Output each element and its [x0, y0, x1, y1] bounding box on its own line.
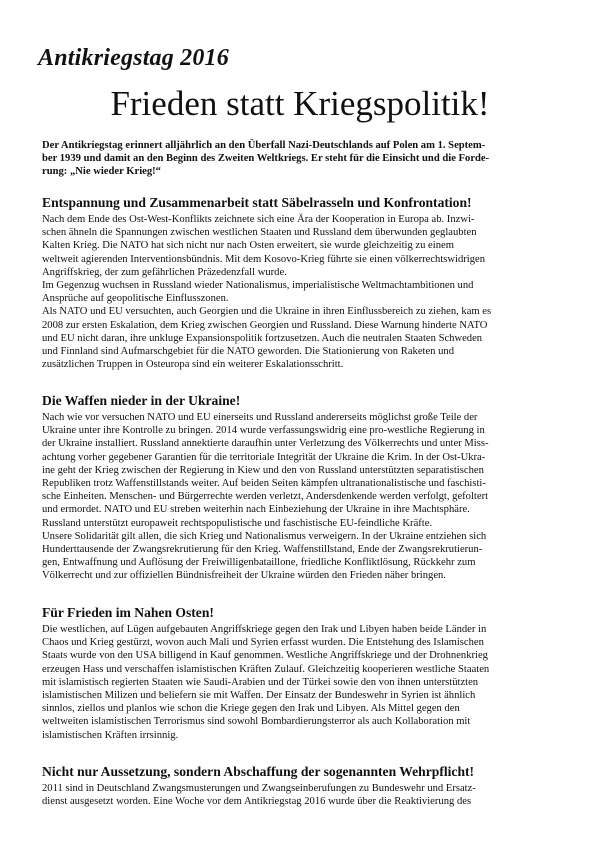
section-heading-ukraine: Die Waffen nieder in der Ukraine! — [42, 393, 241, 408]
body-line: islamistischen Milizen und beliefern sie mit Waffen. Der Einsatz der Bundeswehr in Syrien ist ähnlich — [42, 690, 476, 702]
body-line: Im Gegenzug wuchsen in Russland wieder Nationalismus, imperialistische Weltmachtambitionen und — [42, 280, 474, 292]
body-line: Ansprüche auf geopolitische Einflusszonen. — [42, 293, 229, 305]
body-line: 2011 sind in Deutschland Zwangsmusterungen und Zwangseinberufungen zu Bundeswehr und Ersatz- — [42, 783, 476, 794]
body-line: Völkerrecht und zur offiziellen Bündnisfreiheit der Ukraine würden den Frieden näher bringen. — [42, 570, 446, 582]
body-line: der Ukraine installiert. Russland annektierte daraufhin unter Verletzung des Völkerrechts und unter Miss- — [42, 438, 489, 450]
body-line: Unsere Solidarität gilt allen, die sich Krieg und Nationalismus verweigern. In der Ukraine entziehen sich — [42, 530, 487, 542]
body-line: Hunderttausende der Zwangsrekrutierung für den Krieg. Waffenstillstand, Ende der Zwangsrekrutierun- — [42, 544, 483, 556]
body-line: Als NATO und EU versuchten, auch Georgien und die Ukraine in ihren Einflussbereich zu ziehen, kam es — [42, 306, 492, 318]
body-line: und EU nicht daran, ihre unkluge Expansionspolitik fortzusetzen. Auch die neutralen Staaten Schweden — [42, 332, 483, 344]
body-line: Die westlichen, auf Lügen aufgebauten Angriffskriege gegen den Irak und Libyen haben beide Länder in — [42, 624, 487, 635]
body-line: schen ähneln die Spannungen zwischen westlichen Staaten und Russland dem überwunden geglaubten — [42, 227, 477, 239]
body-line: Kalten Krieg. Die NATO hat sich nicht nur nach Osten erweitert, sie wurde gleichzeitig zu einem — [42, 240, 454, 252]
body-line: Nach wie vor versuchen NATO und EU einerseits und Russland andererseits möglichst große Teile der — [42, 412, 478, 423]
body-line: mit islamistisch regierten Staaten wie Saudi-Arabien und der Türkei sowie den von ihnen unterstützten — [42, 676, 479, 688]
section-body-entspannung — [42, 213, 564, 371]
body-line: erzeugen Hass und verschaffen islamistischen Kräften Zulauf. Gleichzeitig kooperieren westliche Staaten — [42, 663, 490, 675]
body-line: sche Einheiten. Menschen- und Bürgerrechte werden verletzt, Andersdenkende werden verfolgt, gefoltert — [42, 491, 489, 503]
body-line: Staats wurde von den USA billigend in Kauf genommen. Westliche Angriffskriege und der Drohnenkrieg — [42, 650, 488, 662]
body-line: Ukraine unter ihre Kontrolle zu bringen. 2014 wurde verfassungswidrig eine pro-westliche Regierung in — [42, 425, 485, 437]
lead-line: Der Antikriegstag erinnert alljährlich an den Überfall Nazi-Deutschlands auf Polen am 1. Septem- — [42, 140, 486, 151]
body-line: Republiken trotz Waffenstillstands weiter. Auf beiden Seiten kämpfen ultranationalistische und faschisti- — [42, 478, 486, 490]
body-line: weltweiten islamistischen Terrorismus sind sowohl Bombardierungsterror als auch Kollaboration mit — [42, 716, 471, 728]
body-line: Russland unterstützt europaweit rechtspopulistische und faschistische EU-feindliche Kräfte. — [42, 517, 433, 529]
section-heading-wehrpflicht: Nicht nur Aussetzung, sondern Abschaffung der sogenannten Wehrpflicht! — [42, 764, 475, 779]
body-line: Nach dem Ende des Ost-West-Konflikts zeichnete sich eine Ära der Kooperation in Europa ab. Inzwi- — [42, 214, 475, 225]
lead-paragraph — [42, 139, 562, 178]
page-title: Frieden statt Kriegspolitik! — [110, 84, 490, 123]
body-line: weltweit agierenden Interventionsbündnis. Mit dem Kosovo-Krieg führte sie einen völkerrechtswidrigen — [42, 253, 486, 265]
body-line: Angriffskrieg, der zum gefährlichen Präzedenzfall wurde. — [42, 266, 287, 278]
kicker-heading: Antikriegstag 2016 — [38, 45, 229, 71]
body-line: und Finnland sind Aufmarschgebiet für die NATO geworden. Die Stationierung von Raketen und — [42, 346, 455, 358]
body-line: zusätzlichen Truppen in Osteuropa sind ein weiterer Eskalationsschritt. — [42, 359, 344, 371]
body-line: dienst ausgesetzt worden. Eine Woche vor dem Antikriegstag 2016 wurde über die Reaktivierung des — [42, 796, 472, 808]
body-line: und ermordet. NATO und EU streben weiterhin nach Einbeziehung der Ukraine in ihre Machtsphäre. — [42, 504, 470, 516]
section-body-wehrpflicht — [42, 782, 564, 808]
section-heading-nahost: Für Frieden im Nahen Osten! — [42, 605, 214, 620]
body-line: Chaos und Krieg gestürzt, wovon auch Mali und Syrien erfasst wurden. Die Entstehung des Islamischen — [42, 637, 484, 649]
section-heading-entspannung: Entspannung und Zusammenarbeit statt Säbelrasseln und Konfrontation! — [42, 195, 472, 210]
body-line: sinnlos, ziellos und planlos wie schon die Kriege gegen den Irak und Libyen. Als Mittel gegen den — [42, 703, 460, 715]
body-line: islamistischen Kräften irrsinnig. — [42, 729, 179, 741]
body-line: gen, Entwaffnung und Auflösung der Freiwilligenbataillone, friedliche Konfliktlösung, Rückkehr zum — [42, 557, 476, 569]
section-body-ukraine — [42, 411, 564, 583]
body-line: 2008 zur ersten Eskalation, dem Krieg zwischen Georgien und Russland. Diese Warnung hinderte NATO — [42, 319, 488, 331]
section-body-nahost — [42, 623, 564, 742]
lead-line: rung: „Nie wieder Krieg!“ — [42, 166, 161, 177]
body-line: ine geht der Krieg zwischen der Regierung in Kiew und den von Russland unterstützten separatistischen — [42, 464, 484, 476]
body-line: achtung vorher gegebener Garantien für die territoriale Integrität der Ukraine die Krim. In der Ost-Ukra- — [42, 451, 486, 463]
lead-line: ber 1939 und damit an den Beginn des Zweiten Weltkriegs. Er steht für die Einsicht und die Forde- — [42, 153, 490, 164]
